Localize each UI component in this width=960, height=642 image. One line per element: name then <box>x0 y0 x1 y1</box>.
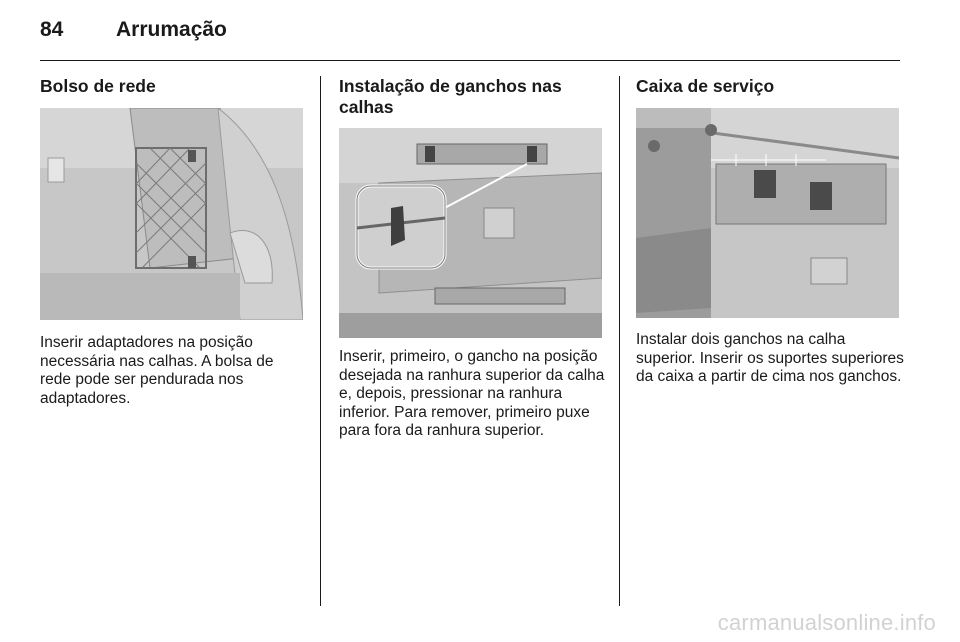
section-heading: Bolso de rede <box>40 76 156 96</box>
net-pocket-illustration <box>40 108 303 320</box>
section-service-box <box>636 76 904 385</box>
column-divider <box>320 76 321 606</box>
section-hooks-installation <box>339 76 605 439</box>
section-body: Inserir adaptadores na posição necessária nas calhas. A bolsa de rede pode ser pendurada nos adaptadores. <box>40 334 274 407</box>
section-body: Instalar dois ganchos na calha superior. Inserir os suportes superiores da caixa a partir de cima nos ganchos. <box>636 331 904 385</box>
page-number: 84 <box>40 18 64 41</box>
hooks-illustration <box>339 128 602 338</box>
service-box-illustration <box>636 108 899 318</box>
section-body: Inserir, primeiro, o gancho na posição desejada na ranhura superior da calha e, depois, pressionar na ranhura inferior. Para remover, primeiro puxe para fora da ranhura superior. <box>339 348 605 439</box>
column-divider <box>619 76 620 606</box>
header-rule <box>40 60 900 61</box>
section-net-pocket <box>40 76 306 407</box>
section-heading: Caixa de serviço <box>636 76 775 96</box>
page-title: Arrumação <box>116 18 227 41</box>
section-heading: Instalação de ganchos nas calhas <box>339 76 562 117</box>
watermark: carmanualsonline.info <box>717 610 936 635</box>
